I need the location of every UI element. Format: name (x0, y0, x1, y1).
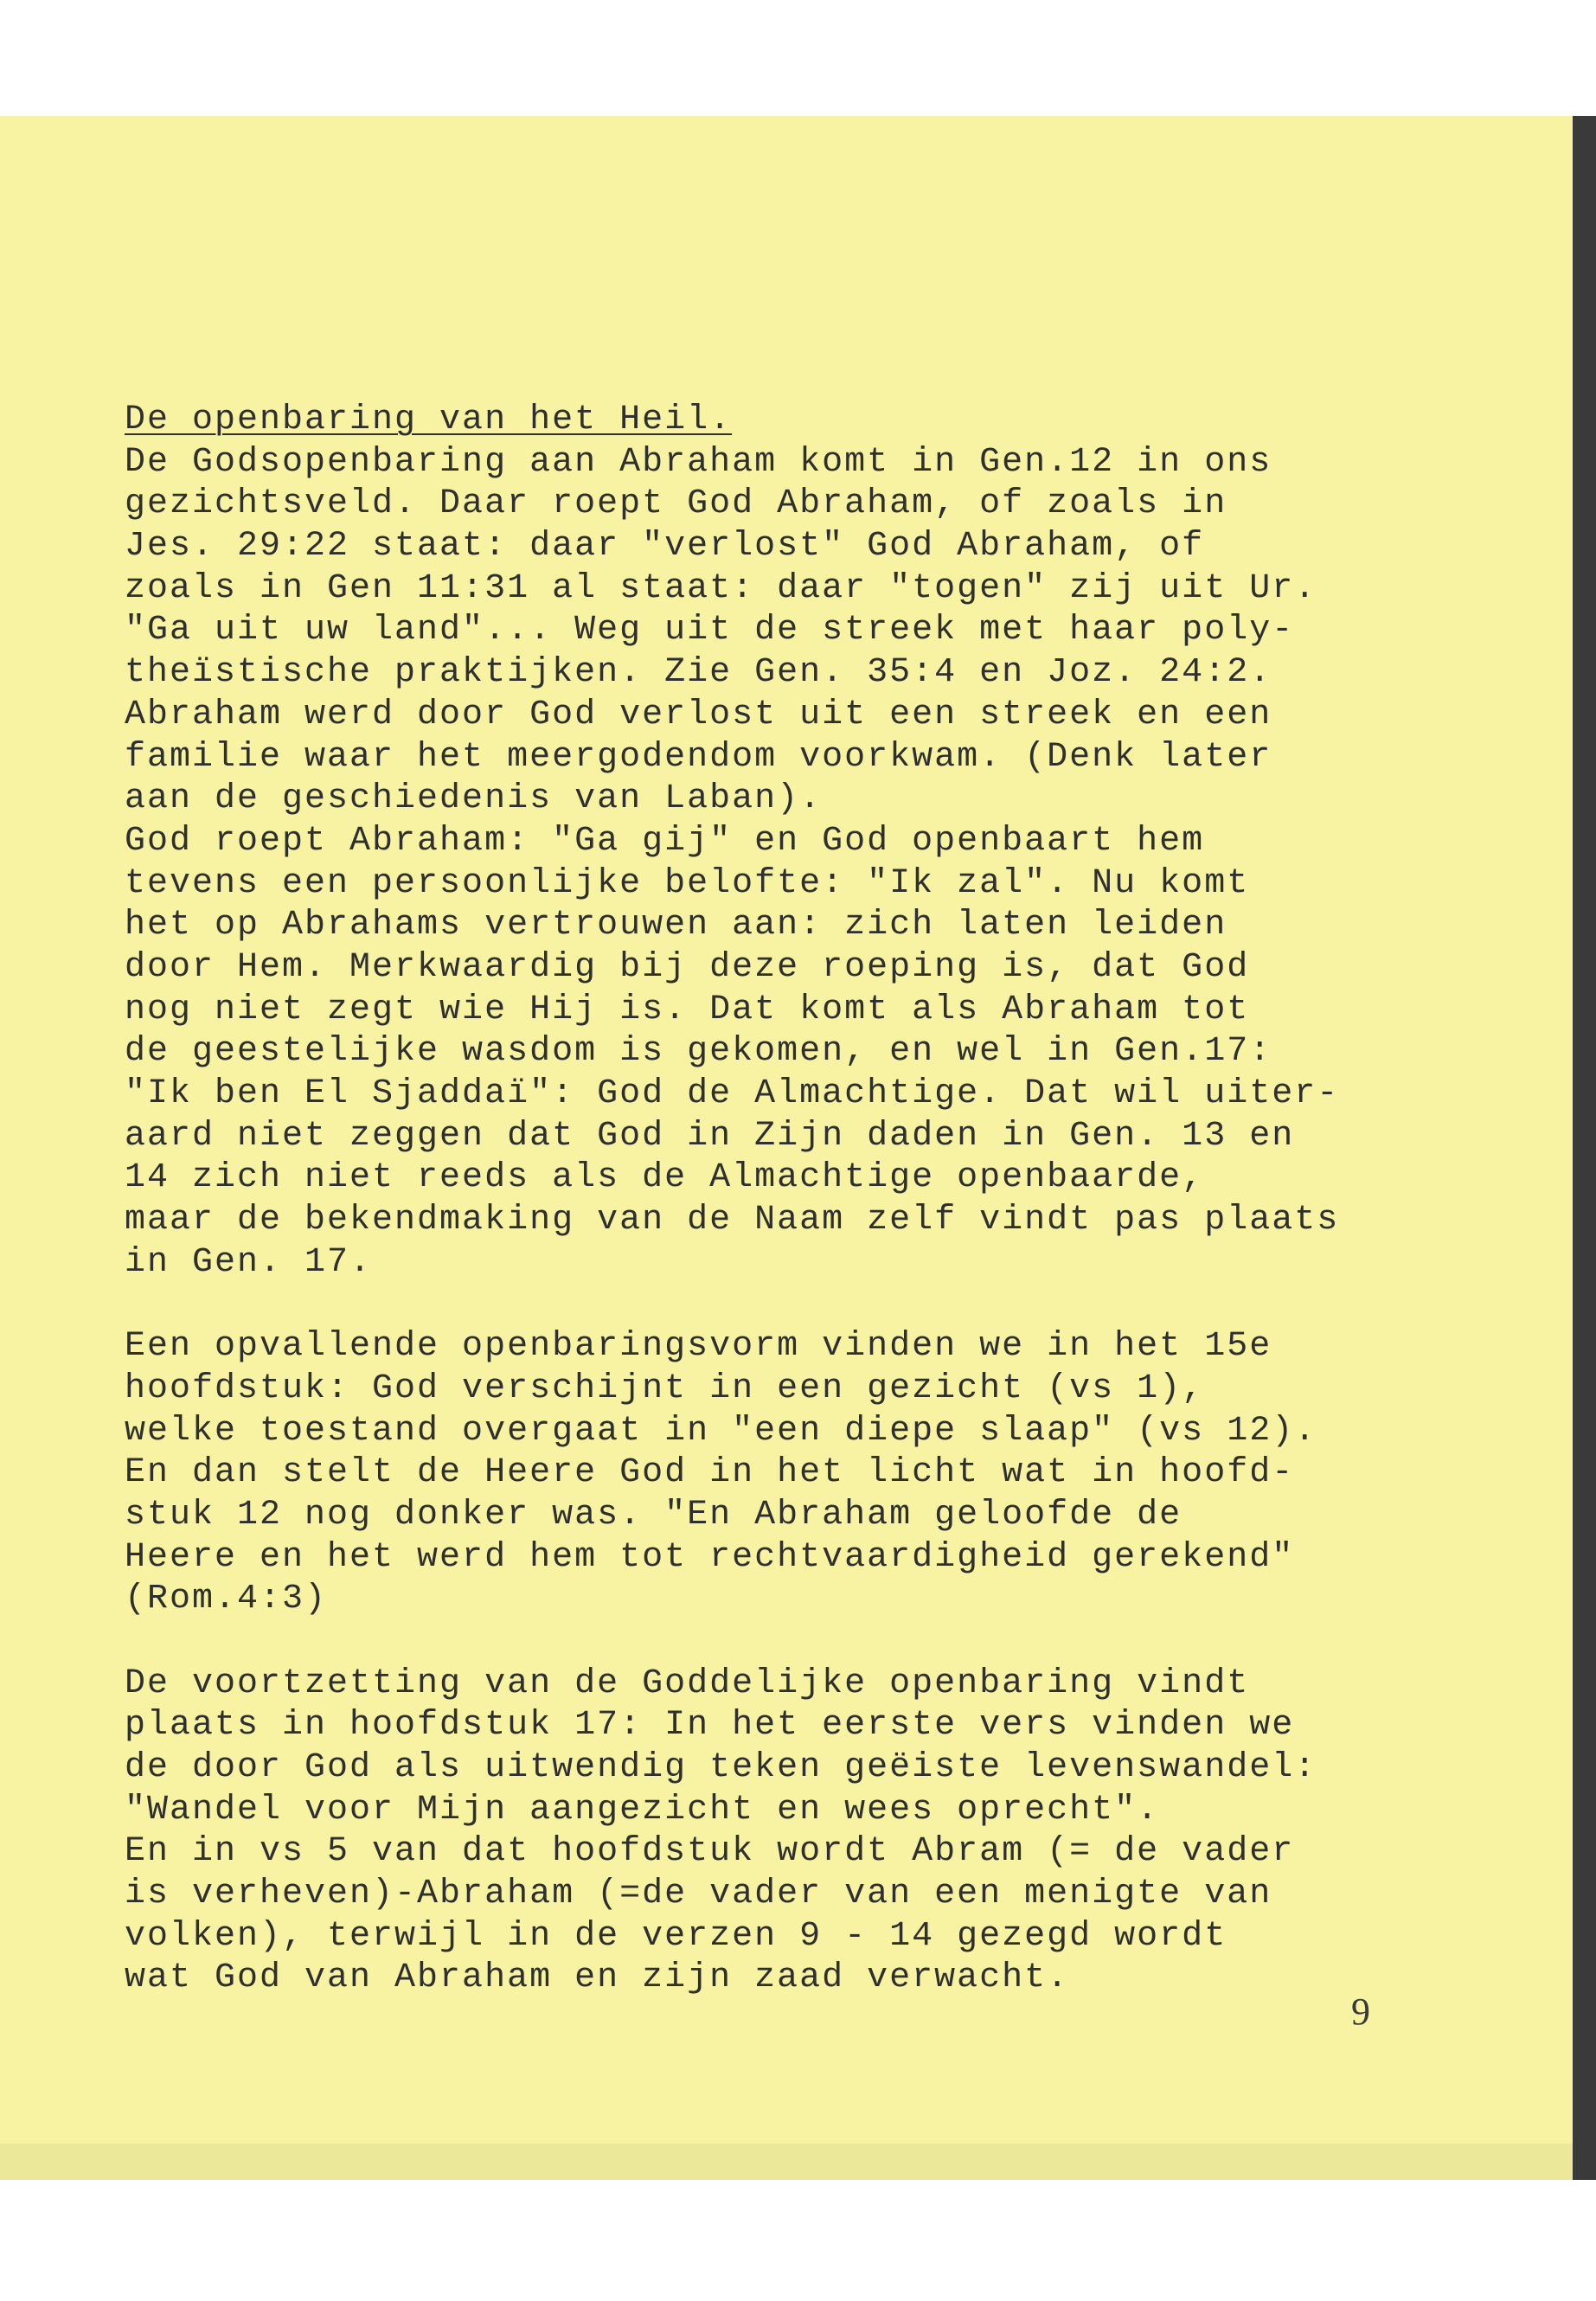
text-line: De voortzetting van de Goddelijke openbaring vindt (125, 1663, 1250, 1703)
text-line: (Rom.4:3) (125, 1580, 328, 1619)
text-line: "Wandel voor Mijn aangezicht en wees oprecht". (125, 1790, 1160, 1830)
text-line: theïstische praktijken. Zie Gen. 35:4 en Joz. 24:2. (125, 653, 1272, 693)
text-line: gezichtsveld. Daar roept God Abraham, of zoals in (125, 484, 1227, 524)
text-line: "Ik ben El Sjaddaï": God de Almachtige. Dat wil uiter- (125, 1074, 1340, 1113)
binding-edge (1573, 116, 1596, 2180)
text-line: God roept Abraham: "Ga gij" en God openbaart hem (125, 821, 1205, 861)
text-line: de door God als uitwendig teken geëiste levenswandel: (125, 1748, 1317, 1787)
text-line: aan de geschiedenis van Laban). (125, 779, 823, 819)
text-line: volken), terwijl in de verzen 9 - 14 gezegd wordt (125, 1916, 1227, 1956)
page-number: 9 (1351, 1990, 1370, 2033)
text-line: wat God van Abraham en zijn zaad verwacht. (125, 1958, 1070, 1998)
text-line: de geestelijke wasdom is gekomen, en wel in Gen.17: (125, 1032, 1272, 1072)
text-line: is verheven)-Abraham (=de vader van een menigte van (125, 1875, 1272, 1914)
text-line: familie waar het meergodendom voorkwam. (Denk later (125, 737, 1272, 777)
text-line: Heere en het werd hem tot rechtvaardigheid gerekend" (125, 1537, 1295, 1577)
text-line: "Ga uit uw land"... Weg uit de streek met haar poly- (125, 611, 1295, 651)
page-bottom-edge (0, 2144, 1573, 2180)
text-line: zoals in Gen 11:31 al staat: daar "togen" zij uit Ur. (125, 568, 1317, 608)
text-line: door Hem. Merkwaardig bij deze roeping is, dat God (125, 947, 1250, 987)
text-line: Jes. 29:22 staat: daar "verlost" God Abraham, of (125, 527, 1205, 567)
paragraph-gap (125, 1284, 1474, 1326)
text-line: aard niet zeggen dat God in Zijn daden in Gen. 13 en (125, 1116, 1295, 1156)
text-line: welke toestand overgaat in "een diepe slaap" (vs 12). (125, 1411, 1317, 1451)
text-line: het op Abrahams vertrouwen aan: zich laten leiden (125, 906, 1227, 945)
text-line: nog niet zegt wie Hij is. Dat komt als Abraham tot (125, 990, 1250, 1029)
document-body (125, 400, 1474, 2000)
text-line: plaats in hoofdstuk 17: In het eerste vers vinden we (125, 1706, 1295, 1746)
paragraph-gap (125, 1621, 1474, 1663)
text-line: in Gen. 17. (125, 1242, 373, 1282)
text-line: Abraham werd door God verlost uit een streek en een (125, 695, 1272, 734)
text-line: hoofdstuk: God verschijnt in een gezicht (vs 1), (125, 1368, 1205, 1408)
paragraph-1 (125, 442, 1474, 1285)
text-line: 14 zich niet reeds als de Almachtige openbaarde, (125, 1158, 1205, 1198)
text-line: Een opvallende openbaringsvorm vinden we in het 15e (125, 1327, 1272, 1367)
text-line: maar de bekendmaking van de Naam zelf vindt pas plaats (125, 1201, 1340, 1240)
text-line: En in vs 5 van dat hoofdstuk wordt Abram (= de vader (125, 1832, 1295, 1872)
text-line: En dan stelt de Heere God in het licht wat in hoofd- (125, 1453, 1295, 1493)
text-line: De Godsopenbaring aan Abraham komt in Gen.12 in ons (125, 442, 1272, 482)
paragraph-2 (125, 1326, 1474, 1621)
paragraph-3 (125, 1663, 1474, 2001)
section-heading: De openbaring van het Heil. (125, 401, 733, 439)
text-line: tevens een persoonlijke belofte: "Ik zal". Nu komt (125, 863, 1250, 903)
text-line: stuk 12 nog donker was. "En Abraham geloofde de (125, 1495, 1183, 1535)
